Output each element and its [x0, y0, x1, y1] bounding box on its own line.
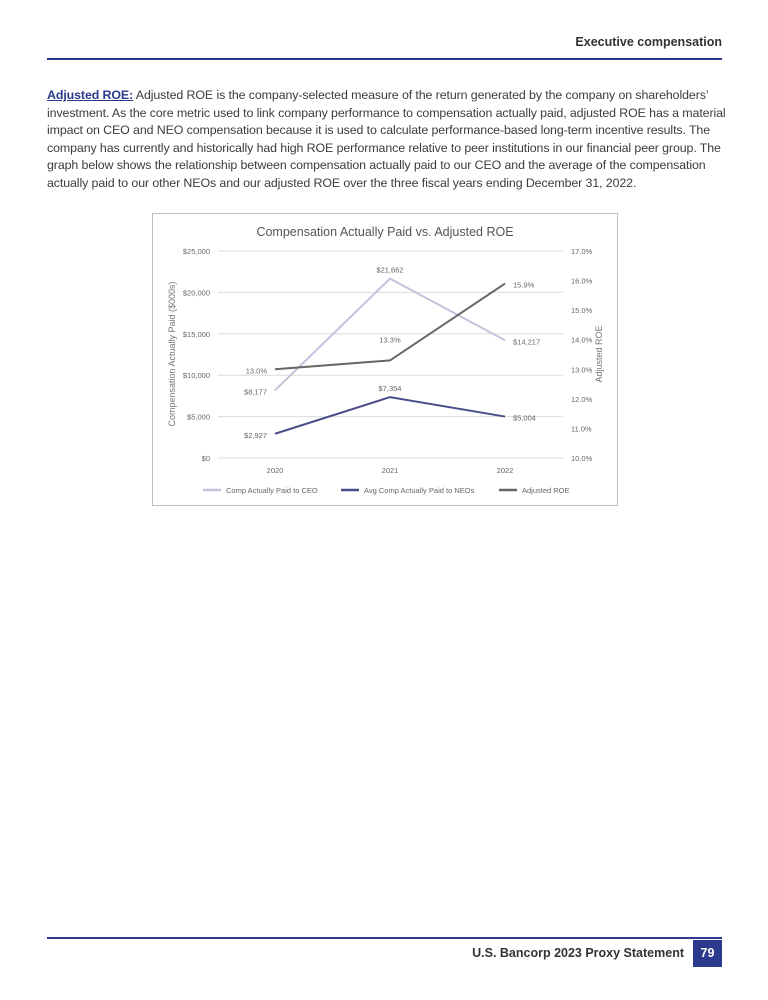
- lead-term: Adjusted ROE:: [47, 88, 134, 102]
- series-line-1: [275, 397, 505, 434]
- x-tick-label: 2021: [381, 466, 399, 475]
- y2-tick-label: 16.0%: [571, 276, 593, 286]
- data-label: $2,927: [244, 430, 267, 440]
- legend-label: Adjusted ROE: [522, 486, 570, 495]
- y-tick-label: $15,000: [182, 329, 210, 339]
- page-number: 79: [693, 940, 722, 967]
- y-tick-label: $0: [201, 454, 210, 463]
- data-label: $7,354: [378, 384, 402, 394]
- chart-title: Compensation Actually Paid vs. Adjusted ROE: [256, 225, 514, 239]
- y-tick-label: $5,000: [187, 412, 210, 422]
- y2-tick-label: 11.0%: [571, 424, 592, 434]
- y2-tick-label: 15.0%: [571, 306, 593, 316]
- y2-axis-label: Adjusted ROE: [594, 325, 604, 383]
- y-tick-label: $20,000: [182, 288, 210, 298]
- y-tick-label: $25,000: [182, 247, 210, 256]
- y-tick-label: $10,000: [182, 371, 210, 381]
- data-label: $14,217: [513, 337, 541, 347]
- chart-container: [152, 213, 618, 506]
- y2-tick-label: 10.0%: [571, 454, 593, 463]
- data-label: 13.0%: [245, 366, 267, 376]
- header-divider: [47, 58, 722, 60]
- data-label: 15.9%: [513, 280, 535, 290]
- footer-divider: [47, 937, 722, 939]
- y2-tick-label: 13.0%: [571, 365, 593, 375]
- data-label: 13.3%: [379, 335, 401, 345]
- y2-tick-label: 12.0%: [571, 394, 593, 404]
- x-tick-label: 2022: [496, 466, 514, 475]
- legend-label: Comp Actually Paid to CEO: [226, 486, 318, 495]
- section-header: Executive compensation: [575, 35, 722, 49]
- line-chart: [153, 214, 617, 505]
- legend-label: Avg Comp Actually Paid to NEOs: [364, 486, 475, 495]
- data-label: $8,177: [244, 387, 267, 397]
- x-tick-label: 2020: [266, 466, 284, 475]
- data-label: $5,004: [513, 413, 536, 423]
- y-axis-label: Compensation Actually Paid ($000s): [167, 281, 177, 427]
- data-label: $21,662: [376, 265, 404, 275]
- paragraph-text: Adjusted ROE is the company-selected measure of the return generated by the company on shareholders’ investment. As the core metric used to link company performance to compensation actually paid, adjusted ROE has a material impact on CEO and NEO compensation because it is used to calculate performance-based long-term incentive results. The company has currently and historically had high ROE performance relative to peer institutions in our financial peer group. The graph below shows the relationship between compensation actually paid to our CEO and the average of the compensation actually paid to our other NEOs and our adjusted ROE over the three fiscal years ending December 31, 2022.: [47, 88, 726, 190]
- y2-tick-label: 17.0%: [571, 247, 593, 256]
- y2-tick-label: 14.0%: [571, 335, 593, 345]
- publication-title: U.S. Bancorp 2023 Proxy Statement: [472, 946, 684, 960]
- body-paragraph: [47, 87, 727, 193]
